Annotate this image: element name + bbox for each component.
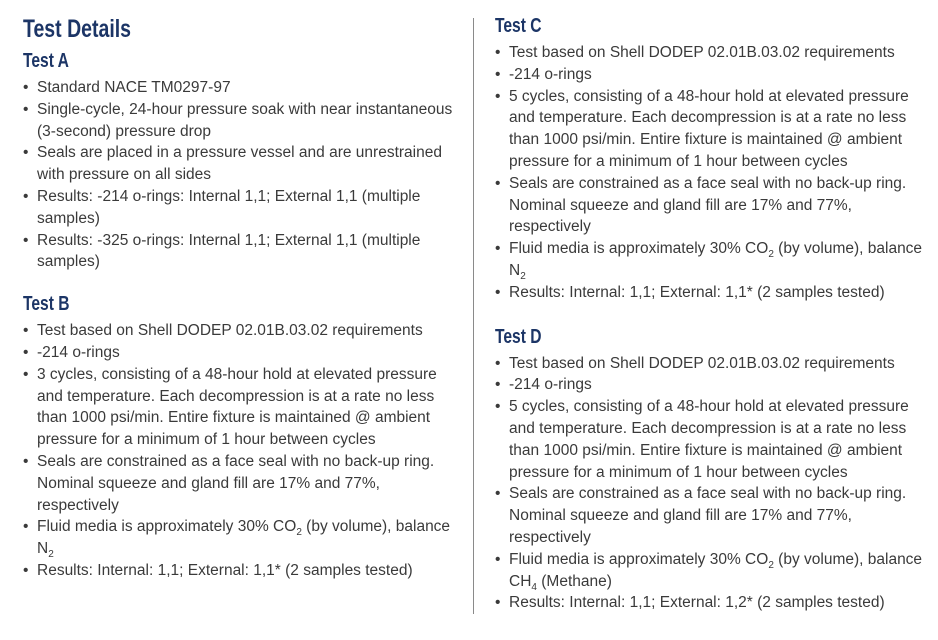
test-c-list bbox=[495, 42, 925, 304]
results-item: • Results: Internal: 1,1; External: 1,2* (2 samples tested) bbox=[495, 592, 925, 614]
list-item: • Results: -325 o-rings: Internal 1,1; External 1,1 (multiple samples) bbox=[23, 230, 458, 274]
list-item: • Standard NACE TM0297-97 bbox=[23, 77, 458, 99]
column-divider bbox=[473, 18, 474, 614]
test-b-title: Test B bbox=[23, 293, 70, 316]
results-item: • Results: Internal: 1,1; External: 1,1* (2 samples tested) bbox=[23, 560, 458, 582]
test-a-list bbox=[23, 77, 458, 273]
list-item: • -214 o-rings bbox=[495, 374, 925, 396]
test-d-list bbox=[495, 353, 925, 615]
fluid-media-item: • Fluid media is approximately 30% $CO_2$ (by volume), balance $N_2$ bbox=[495, 238, 925, 282]
test-b-list bbox=[23, 320, 458, 582]
list-item: • Test based on Shell DODEP 02.01B.03.02 requirements bbox=[495, 42, 925, 64]
list-item: • -214 o-rings bbox=[23, 342, 458, 364]
right-column bbox=[495, 0, 925, 614]
list-item: • Single-cycle, 24-hour pressure soak with near instantaneous (3-second) pressure drop bbox=[23, 99, 458, 143]
list-item: • -214 o-rings bbox=[495, 64, 925, 86]
list-item: • Results: -214 o-rings: Internal 1,1; External 1,1 (multiple samples) bbox=[23, 186, 458, 230]
test-c-title: Test C bbox=[495, 15, 542, 37]
list-item: • 5 cycles, consisting of a 48-hour hold at elevated pressure and temperature. Each decompression is at a rate no less than 1000 psi/min. Entire fixture is maintained @ ambient pressure for a minimum of 1 hour between cycles bbox=[495, 86, 925, 173]
list-item: • Seals are constrained as a face seal with no back-up ring. Nominal squeeze and gland fill are 17% and 77%, respectively bbox=[23, 451, 458, 516]
list-item: • Seals are constrained as a face seal with no back-up ring. Nominal squeeze and gland fill are 17% and 77%, respectively bbox=[495, 483, 925, 548]
list-item: • Test based on Shell DODEP 02.01B.03.02 requirements bbox=[23, 320, 458, 342]
list-item: • 5 cycles, consisting of a 48-hour hold at elevated pressure and temperature. Each decompression is at a rate no less than 1000 psi/min. Entire fixture is maintained @ ambient pressure for a minimum of 1 hour between cycles bbox=[495, 396, 925, 483]
list-item: • 3 cycles, consisting of a 48-hour hold at elevated pressure and temperature. Each decompression is at a rate no less than 1000 psi/min. Entire fixture is maintained @ ambient pressure for a minimum of 1 hour between cycles bbox=[23, 364, 458, 451]
results-item: • Results: Internal: 1,1; External: 1,1* (2 samples tested) bbox=[495, 282, 925, 304]
page-title: Test Details bbox=[23, 15, 132, 43]
test-a-title: Test A bbox=[23, 50, 69, 72]
left-column bbox=[23, 0, 458, 582]
list-item: • Seals are constrained as a face seal with no back-up ring. Nominal squeeze and gland fill are 17% and 77%, respectively bbox=[495, 173, 925, 238]
fluid-media-item: • Fluid media is approximately 30% $CO_2$ (by volume), balance $CH_4$ (Methane) bbox=[495, 549, 925, 593]
list-item: • Test based on Shell DODEP 02.01B.03.02 requirements bbox=[495, 353, 925, 375]
fluid-media-item: • Fluid media is approximately 30% $CO_2$ (by volume), balance $N_2$ bbox=[23, 516, 458, 560]
list-item: • Seals are placed in a pressure vessel and are unrestrained with pressure on all sides bbox=[23, 142, 458, 186]
test-d-title: Test D bbox=[495, 325, 542, 348]
